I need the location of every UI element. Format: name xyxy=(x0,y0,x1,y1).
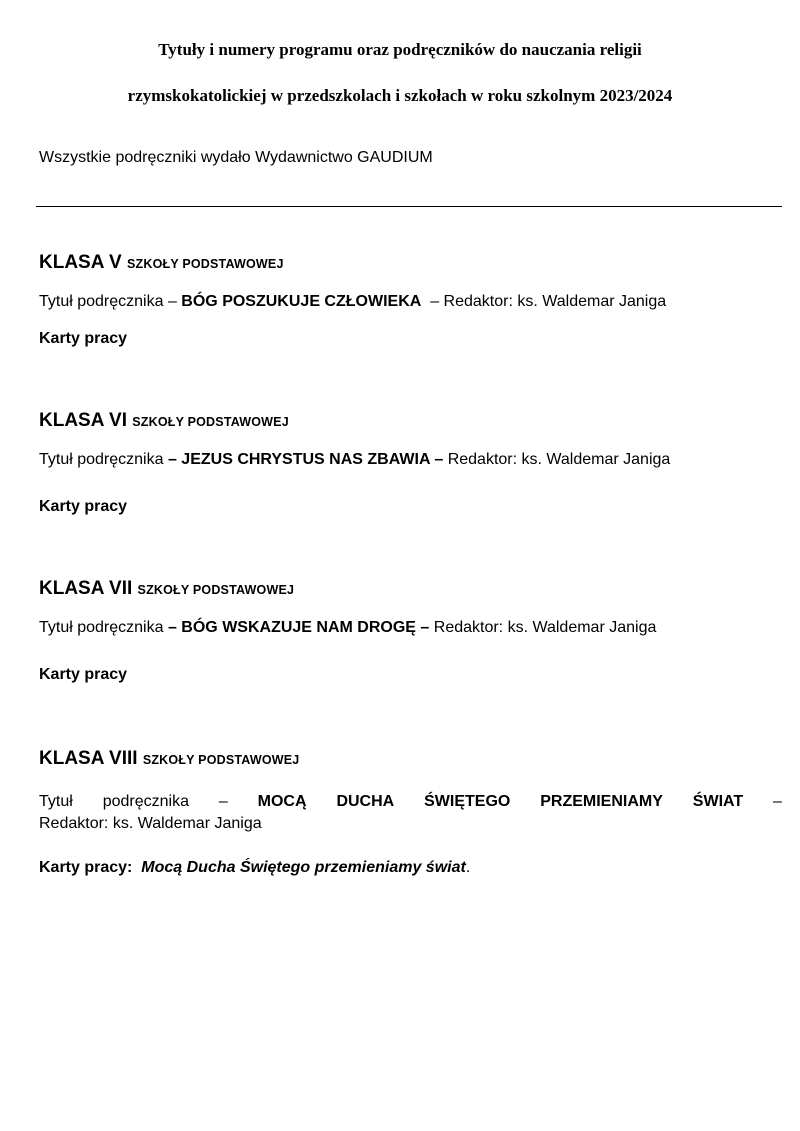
textbook-prefix: Tytuł podręcznika – xyxy=(39,293,182,310)
textbook-word: – xyxy=(773,793,782,810)
class-label: KLASA VI xyxy=(39,410,127,431)
worksheets-period: . xyxy=(465,859,471,876)
textbook-line-klasa-vii xyxy=(39,618,656,638)
worksheets-label: Karty pracy: xyxy=(39,859,133,876)
worksheets-title: Mocą Ducha Świętego przemieniamy świat xyxy=(141,859,466,876)
textbook-title-word: DUCHA xyxy=(336,793,395,810)
textbook-word: podręcznika xyxy=(102,793,189,810)
textbook-title: – BÓG WSKAZUJE NAM DROGĘ – xyxy=(167,619,430,636)
worksheets-klasa-viii xyxy=(39,858,470,878)
worksheets-klasa-vii: Karty pracy xyxy=(39,666,128,683)
textbook-word: – xyxy=(218,793,228,810)
section-heading-klasa-vi xyxy=(39,410,289,433)
textbook-word: Tytuł xyxy=(39,793,73,810)
textbook-line-klasa-viii xyxy=(39,792,782,812)
class-label: KLASA V xyxy=(39,252,122,273)
section-heading-klasa-vii xyxy=(39,578,294,601)
school-label: SZKOŁY PODSTAWOWEJ xyxy=(132,415,289,429)
document-title-line-2: rzymskokatolickiej w przedszkolach i szkołach w roku szkolnym 2023/2024 xyxy=(127,86,673,105)
textbook-title-word: PRZEMIENIAMY xyxy=(540,793,663,810)
textbook-editor: Redaktor: ks. Waldemar Janiga xyxy=(443,451,671,468)
divider-line xyxy=(36,206,782,207)
textbook-line-klasa-v xyxy=(39,292,666,312)
textbook-prefix: Tytuł podręcznika xyxy=(39,451,168,468)
textbook-prefix: Tytuł podręcznika xyxy=(39,619,168,636)
school-label: SZKOŁY PODSTAWOWEJ xyxy=(142,753,300,767)
worksheets-klasa-vi: Karty pracy xyxy=(39,498,128,515)
section-heading-klasa-viii xyxy=(39,748,299,771)
textbook-line-klasa-vi xyxy=(39,450,670,470)
textbook-title-word: MOCĄ xyxy=(257,793,307,810)
school-label: SZKOŁY PODSTAWOWEJ xyxy=(126,257,284,271)
textbook-title: – JEZUS CHRYSTUS NAS ZBAWIA – xyxy=(167,451,444,468)
textbook-title: BÓG POSZUKUJE CZŁOWIEKA xyxy=(181,293,422,310)
textbook-title-word: ŚWIAT xyxy=(692,793,744,810)
textbook-editor: – Redaktor: ks. Waldemar Janiga xyxy=(421,293,667,310)
class-label: KLASA VIII xyxy=(39,748,138,769)
publisher-note: Wszystkie podręczniki wydało Wydawnictwo GAUDIUM xyxy=(39,149,433,166)
section-heading-klasa-v xyxy=(39,252,284,275)
textbook-editor-klasa-viii: Redaktor: ks. Waldemar Janiga xyxy=(39,815,262,832)
textbook-title-word: ŚWIĘTEGO xyxy=(424,793,511,810)
textbook-editor: Redaktor: ks. Waldemar Janiga xyxy=(429,619,657,636)
school-label: SZKOŁY PODSTAWOWEJ xyxy=(137,583,295,597)
document-title-line-1: Tytuły i numery programu oraz podręczników do nauczania religii xyxy=(158,40,642,59)
class-label: KLASA VII xyxy=(39,578,133,599)
worksheets-klasa-v: Karty pracy xyxy=(39,330,128,347)
